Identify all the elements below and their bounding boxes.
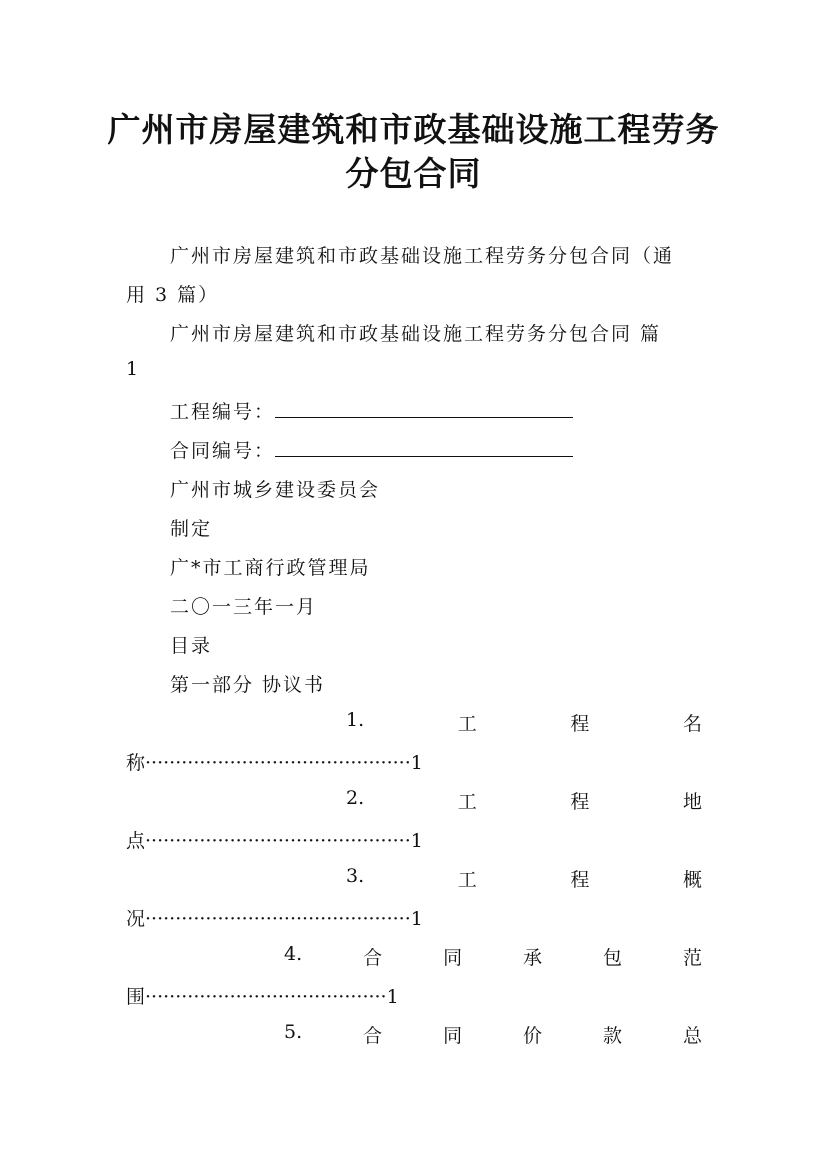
intro-line2: 用 3 篇）: [126, 284, 220, 306]
doc-heading-line2: 1: [126, 358, 141, 380]
project-number-blank: [275, 401, 573, 418]
project-number-label: 工程编号：: [170, 401, 276, 423]
toc-item-3-tail-text: 况: [126, 908, 146, 930]
toc-item-2-char: 工: [457, 791, 477, 813]
toc-item-1-char: 程: [570, 713, 590, 735]
issuer: 广州市城乡建设委员会: [170, 479, 381, 501]
toc-item-4-char: 承: [523, 947, 543, 969]
toc-item-3-num: 3.: [346, 865, 365, 887]
toc-item-1-tail: [126, 748, 423, 775]
toc-item-2-char: 地: [682, 791, 702, 813]
date: 二〇一三年一月: [170, 596, 318, 618]
toc-item-2-tail-text: 点: [126, 830, 146, 852]
bureau: 广*市工商行政管理局: [170, 557, 371, 579]
contract-number-label: 合同编号：: [170, 440, 276, 462]
toc-leader: ············································: [145, 752, 411, 774]
toc-title: 目录: [170, 635, 213, 657]
toc-item-2-tail: [126, 826, 423, 853]
contract-number-field: [170, 436, 573, 463]
toc-item-3-char: 程: [570, 869, 590, 891]
toc-item-2-char: 程: [570, 791, 590, 813]
document-title-line2: 分包合同: [345, 154, 482, 193]
toc-item-4-num: 4.: [284, 943, 303, 965]
toc-item-3-tail: [126, 904, 423, 931]
toc-item-4-page: 1: [386, 986, 399, 1008]
toc-leader: ········································: [145, 986, 387, 1008]
intro-line1: 广州市房屋建筑和市政基础设施工程劳务分包合同（通: [170, 245, 675, 267]
toc-item-1-char: 工: [457, 713, 477, 735]
document-title-line1: 广州市房屋建筑和市政基础设施工程劳务: [107, 110, 720, 149]
toc-item-1-char: 名: [682, 713, 702, 735]
toc-item-1-num: 1.: [346, 709, 365, 731]
toc-item-5-char: 总: [682, 1025, 702, 1047]
toc-item-2-page: 1: [410, 830, 423, 852]
toc-item-4-char: 范: [682, 947, 702, 969]
part1-heading: 第一部分 协议书: [170, 674, 326, 696]
toc-item-1-page: 1: [410, 752, 423, 774]
toc-item-4-tail: [126, 982, 399, 1009]
toc-item-4-char: 同: [443, 947, 463, 969]
toc-item-3-char: 概: [682, 869, 702, 891]
toc-item-3-char: 工: [457, 869, 477, 891]
toc-leader: ············································: [145, 830, 411, 852]
toc-item-5-num: 5.: [284, 1021, 303, 1043]
toc-item-4-head: [284, 943, 702, 970]
toc-item-5-char: 款: [603, 1025, 623, 1047]
toc-item-4-char: 合: [363, 947, 383, 969]
contract-number-blank: [275, 440, 573, 457]
project-number-field: [170, 397, 573, 424]
toc-item-2-num: 2.: [346, 787, 365, 809]
toc-item-3-page: 1: [410, 908, 423, 930]
toc-item-4-tail-text: 围: [126, 986, 146, 1008]
toc-item-1-head: [346, 709, 702, 736]
toc-leader: ············································: [145, 908, 411, 930]
toc-item-5-head: [284, 1021, 702, 1048]
toc-item-5-char: 同: [443, 1025, 463, 1047]
toc-item-1-tail-text: 称: [126, 752, 146, 774]
toc-item-4-char: 包: [603, 947, 623, 969]
toc-item-3-head: [346, 865, 702, 892]
toc-item-2-head: [346, 787, 702, 814]
made-label: 制定: [170, 518, 213, 540]
toc-item-5-char: 合: [363, 1025, 383, 1047]
toc-item-5-char: 价: [523, 1025, 543, 1047]
doc-heading-line1: 广州市房屋建筑和市政基础设施工程劳务分包合同 篇: [170, 323, 662, 345]
